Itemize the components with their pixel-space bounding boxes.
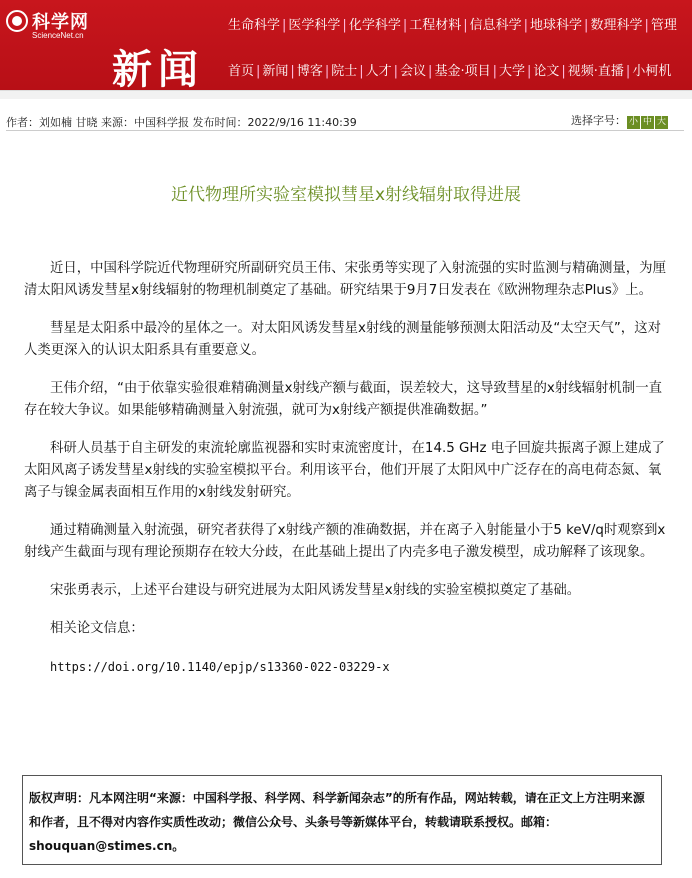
nav-subjects: 生命科学 | 医学科学 | 化学科学 | 工程材料 | 信息科学 | 地球科学 | 数理科学 | 管理 [228,18,677,33]
article-paragraph: 宋张勇表示，上述平台建设与研究进展为太阳风诱发彗星x射线的实验室模拟奠定了基础。 [50,583,581,598]
nav-subject-item[interactable]: 工程材料 [409,18,462,33]
nav-main-item[interactable]: 视频·直播 [567,64,624,79]
nav-main-item[interactable]: 小柯机 [632,64,672,79]
article-title: 近代物理所实验室模拟彗星x射线辐射取得进展 [170,185,522,205]
nav-subject-item[interactable]: 生命科学 [228,18,281,33]
nav-subject-item[interactable]: 化学科学 [348,18,401,33]
article-paragraph: 彗星是太阳系中最冷的星体之一。对太阳风诱发彗星x射线的测量能够预测太阳活动及“太空天气”，这对人类更深入的认识太阳系具有重要意义。 [24,321,661,358]
article-paragraph: 相关论文信息： [50,621,144,636]
nav-main-item[interactable]: 会议 [400,64,427,79]
nav-subject-item[interactable]: 数理科学 [590,18,643,33]
font-size-label: 选择字号： [571,114,626,127]
nav-main-item[interactable]: 院士 [331,64,358,79]
nav-main-item[interactable]: 首页 [228,64,255,79]
font-small-button[interactable]: 小 [628,117,638,127]
nav-main-item[interactable]: 博客 [296,64,323,79]
article-paragraph: 科研人员基于自主研发的束流轮廓监视器和实时束流密度计，在14.5 GHz 电子回旋共振离子源上建成了太阳风离子诱发彗星x射线的实验室模拟平台。利用该平台，他们开展了太阳风中广泛存在的高电荷态氮、氧离子与镍金属表面相互作用的x射线发射研究。 [24,441,665,500]
nav-subject-item[interactable]: 信息科学 [469,18,522,33]
article-paragraph: 通过精确测量入射流强，研究者获得了x射线产额的准确数据，并在离子入射能量小于5 keV/q时观察到x射线产生截面与现有理论预期存在较大分歧，在此基础上提出了内壳多电子激发模型，成功解释了该现象。 [24,523,666,560]
nav-subject-item[interactable]: 地球科学 [530,18,583,33]
logo-emblem-icon [6,10,28,32]
nav-subject-item[interactable]: 管理 [650,18,677,33]
nav-main-item[interactable]: 新闻 [262,64,289,79]
article-body [24,258,672,694]
nav-main: 首页 | 新闻 | 博客 | 院士 | 人才 | 会议 | 基金·项目 | 大学 | 论文 | 视频·直播 | 小柯机 [228,64,672,79]
font-size-selector [571,112,668,129]
paper-doi-link[interactable]: https://doi.org/10.1140/epjp/s13360-022-03229-x [50,660,390,674]
site-header [0,0,692,90]
article-paragraph: 近日，中国科学院近代物理研究所副研究员王伟、宋张勇等实现了入射流强的实时监测与精确测量，为厘清太阳风诱发彗星x射线辐射的物理机制奠定了基础。研究结果于9月7日发表在《欧洲物理杂志Plus》上。 [24,261,666,298]
logo-subtext: ScienceNet.cn [32,31,84,40]
nav-subject-item[interactable]: 医学科学 [288,18,341,33]
font-medium-button[interactable]: 中 [642,117,652,127]
nav-main-item[interactable]: 大学 [498,64,525,79]
header-divider [0,90,692,99]
nav-main-item[interactable]: 人才 [365,64,392,79]
logo-text: 科学网 [32,12,89,33]
section-title: 新闻 [112,46,204,90]
nav-main-item[interactable]: 基金·项目 [434,64,491,79]
nav-main-item[interactable]: 论文 [533,64,560,79]
font-large-button[interactable]: 大 [656,117,666,127]
article-meta: 作者：刘如楠 甘晓 来源：中国科学报 发布时间：2022/9/16 11:40:39 [6,116,357,129]
copyright-notice: 版权声明：凡本网注明“来源：中国科学报、科学网、科学新闻杂志”的所有作品，网站转载，请在正文上方注明来源和作者，且不得对内容作实质性改动；微信公众号、头条号等新媒体平台，转载请联系授权。邮箱：shouquan@stimes.cn。 [22,775,662,865]
article-paragraph: 王伟介绍，“由于依靠实验很难精确测量x射线产额与截面，误差较大，这导致彗星的x射线辐射机制一直存在较大争议。如果能够精确测量入射流强，就可为x射线产额提供准确数据。” [24,381,662,418]
site-logo[interactable] [6,8,102,44]
